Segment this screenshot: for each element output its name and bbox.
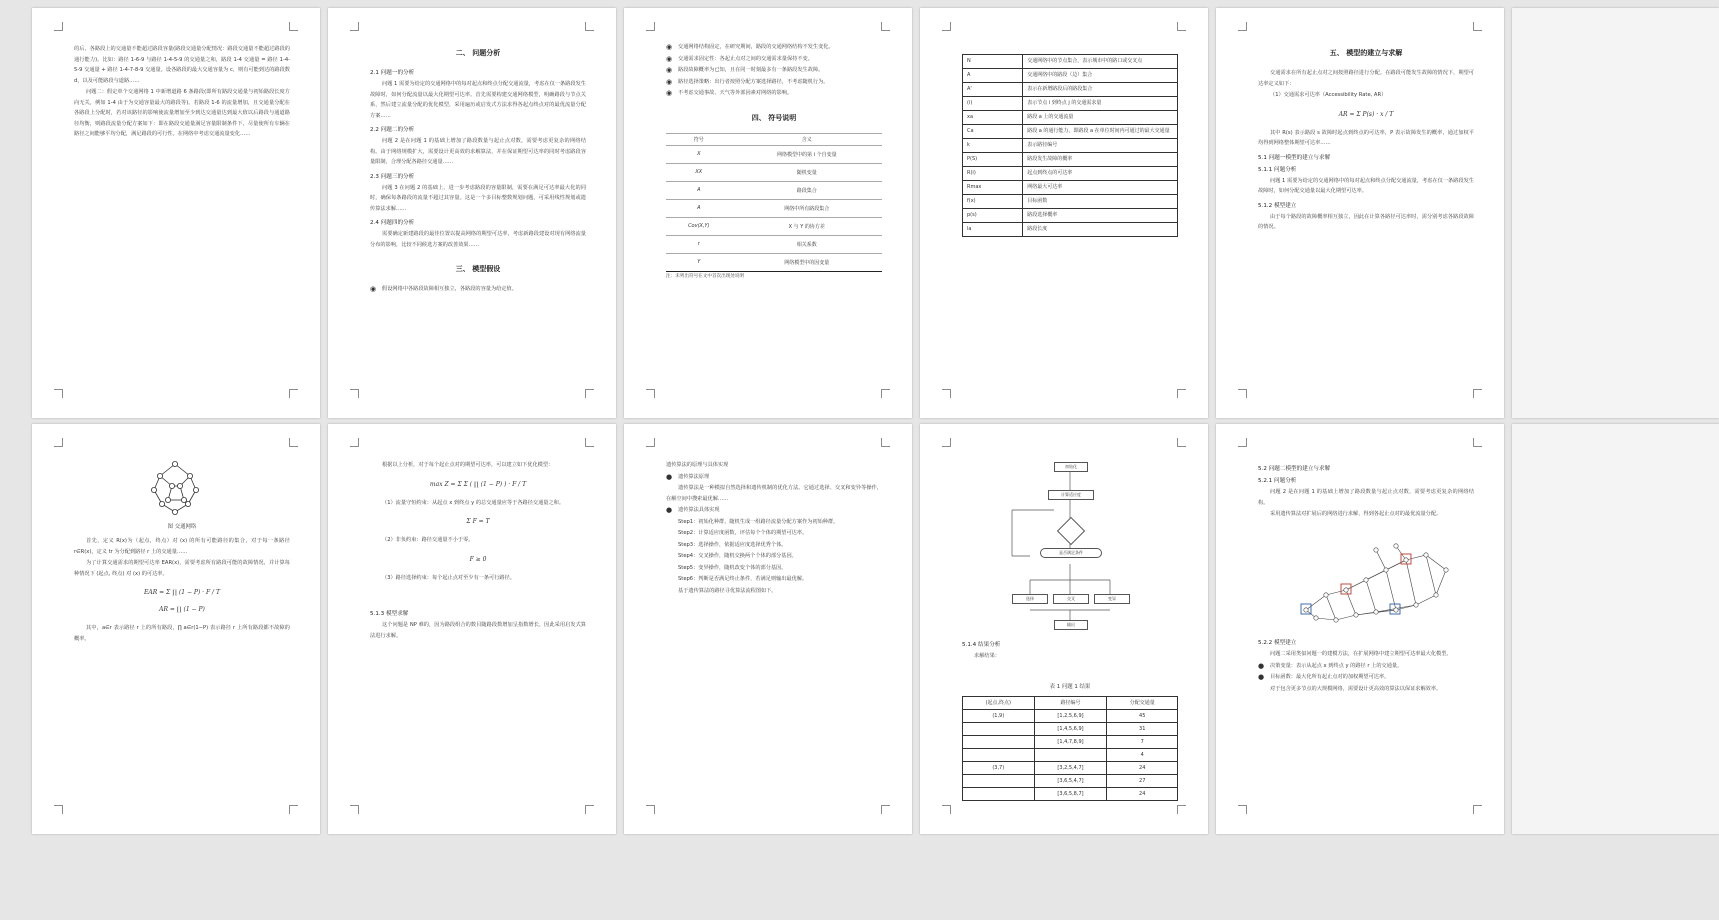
table-cell: (i) (963, 97, 1023, 111)
crop-mark (1473, 805, 1482, 814)
crop-mark (54, 389, 63, 398)
bullet-item: ● 遗传算法具体实现 (666, 505, 882, 516)
subsection-title: 5.1.2 模型建立 (1258, 202, 1297, 209)
paragraph: 遗传算法的原理与具体实现 (666, 462, 729, 468)
crop-mark (881, 389, 890, 398)
table-note: 注：未列出符号在文中首次出现处说明 (666, 273, 745, 279)
table-cell: 31 (1107, 722, 1178, 735)
table-cell: 7 (1107, 735, 1178, 748)
table-cell: 网络中所有路段集合 (732, 199, 882, 217)
table-cell: p(s) (963, 209, 1023, 223)
crop-mark (54, 22, 63, 31)
crop-mark (1177, 805, 1186, 814)
step-item: Step1：初始化种群，随机生成一组路径流量分配方案作为初始种群。 (678, 518, 839, 525)
subsection-title: 5.2.1 问题分析 (1258, 478, 1297, 484)
table-header: 路径编号 (1034, 696, 1107, 709)
table-cell: la (963, 223, 1023, 237)
table-cell: Rmax (963, 181, 1023, 195)
assumption-item: ◉ 交通需求固定性：各起止点对之间的交通需求量保持不变。 (666, 54, 882, 65)
paragraph: 遗传算法是一种模拟自然选择和遗传机制的优化方法。它通过选择、交叉和变异等操作，在解空间中搜索最优解…… (666, 485, 882, 502)
paragraph: 问题 2 是在问题 1 的基础上增加了路段数量与起止点对数，需要考虑更复杂的网络结构。 (1258, 489, 1474, 506)
table-cell: P(S) (963, 153, 1023, 167)
crop-mark (1238, 805, 1247, 814)
table-cell: Cov(X,Y) (666, 217, 732, 235)
crop-mark (1473, 22, 1482, 31)
document-page-9 (920, 424, 1208, 834)
crop-mark (881, 805, 890, 814)
document-page-5 (1216, 8, 1504, 418)
crop-mark (1473, 438, 1482, 447)
table-cell (963, 735, 1035, 748)
result-table (962, 696, 1178, 801)
table-cell: 路段选择概率 (1023, 209, 1178, 223)
table-cell: 交通网络中的节点集合，表示城市中的路口或交叉点 (1023, 55, 1178, 69)
flowchart-node: 初始化 (1054, 462, 1088, 472)
document-page-3 (624, 8, 912, 418)
flowchart-node: 计算适应度 (1048, 490, 1094, 500)
crop-mark (942, 389, 951, 398)
bullet-item: ● 遗传算法原理 (666, 472, 882, 483)
table-cell: 路段集合 (732, 181, 882, 199)
formula: AR = Σ P(s) · x / T (1338, 110, 1394, 118)
crop-mark (289, 805, 298, 814)
subsection-title: 5.1.3 模型求解 (370, 611, 409, 617)
flowchart-node: 交叉 (1053, 594, 1089, 604)
table-cell: 24 (1107, 761, 1178, 774)
table-caption: 表 1 问题 1 结果 (1049, 683, 1091, 690)
table-cell: 网络模型中的第 i 个自变量 (732, 145, 882, 163)
crop-mark (585, 805, 594, 814)
paragraph: 基于遗传算法的路径寻优算法流程图如下。 (678, 587, 777, 594)
paragraph: 问题 3 在问题 2 的基础上，进一步考虑路段的容量限制，需要在满足可达率最大化的同时，确保每条路段的流量不超过其容量。这是一个多目标整数规划问题，可采用线性规划或遗传算法求解…… (370, 184, 586, 212)
paragraph: 首先，定义 R(x)为（起点，终点）对 (x) 的所有可能路径的集合，对于每一条路径 r∈R(x)，定义 tr 为分配到路径 r 上的交通量…… (74, 538, 290, 555)
step-item: Step3：选择操作，依据适应度选择优秀个体。 (678, 541, 787, 548)
table-cell (1034, 748, 1107, 761)
document-page-10 (1216, 424, 1504, 834)
subsection-title: 2.2 问题二的分析 (370, 127, 415, 133)
table-cell: [1,4,5,6,9] (1034, 722, 1107, 735)
paragraph: 问题 2 是在问题 1 的基础上增加了路段数量与起止点对数，需要考虑更复杂的网络结构。由于网络规模扩大，需要设计更高效的求解算法，并在保证期望可达率的同时考虑路段容量限制，合理分配各路径交通量…… (370, 138, 586, 165)
crop-mark (646, 438, 655, 447)
crop-mark (1177, 22, 1186, 31)
crop-mark (881, 22, 890, 31)
crop-mark (646, 22, 655, 31)
paragraph: 为了计算交通需求的期望可达率 EAR(x)，需要考虑所有路段可能的故障情况，并计算每种情况下 (起点, 终点) 对 (x) 的可达率。 (74, 560, 290, 577)
section-title: 四、 符号说明 (751, 113, 797, 122)
crop-mark (942, 22, 951, 31)
table-cell: 4 (1107, 748, 1178, 761)
crop-mark (350, 389, 359, 398)
assumption-item: ◉ 路径选择策略：出行者按照分配方案选择路径，不考虑随机行为。 (666, 77, 882, 88)
table-cell: N (963, 55, 1023, 69)
document-page-partial (1512, 424, 1719, 834)
crop-mark (1238, 438, 1247, 447)
table-cell: 目标函数 (1023, 195, 1178, 209)
table-cell: 网络模型中的因变量 (732, 253, 882, 271)
table-cell: 表示节点 i 到终点 j 的交通需求量 (1023, 97, 1178, 111)
subsection-title: 2.3 问题三的分析 (370, 173, 415, 180)
crop-mark (1177, 389, 1186, 398)
table-cell: X (666, 145, 732, 163)
paragraph: 的后，各路段上的交通量不能超过路段容量(路段交通量分配情况：路段交通量不能超过路段的通行能力)。比如：路径 1-6-9 与路径 1-4-5-9 的交通量之和，路段 1-4 交通量 = 路径 1-4-5-9 交通量 + 路径 1-4-7-8-9 交通量。设各路段的最大交通容量为 c，则有可能到达的路段数 d，以及可能路段与道路…… (74, 46, 290, 84)
flowchart-node: 输出 (1054, 620, 1088, 630)
crop-mark (54, 805, 63, 814)
table-cell: [3,6,5,8,7] (1034, 787, 1107, 800)
table-cell: A (666, 199, 732, 217)
paragraph: 问题 1 需要为给定的交通网络中的每对起点和终点分配交通流量，考虑在仅一条路段发生故障时，如何分配流量以最大化期望可达率。首先需要构建交通网络模型，明确路段与节点关系，然后建立流量分配的优化模型，采用遍历或启发式方法求得各起点终点对的最优流量分配方案…… (370, 81, 586, 119)
paragraph: （1）流量守恒约束：从起点 x 到终点 y 的总交通量应等于各路径交通量之和。 (382, 499, 565, 506)
paragraph: 问题二采用类似问题一的建模方法，在扩展网络中建立期望可达率最大化模型。 (1270, 651, 1452, 657)
table-cell (963, 774, 1035, 787)
table-header: 含义 (732, 133, 882, 145)
table-cell: [3,6,5,4,7] (1034, 774, 1107, 787)
paragraph: 其中 R(s) 表示路段 s 故障时起点到终点的可达率，P 表示故障发生的概率，通过加权平均得到网络整体期望可达率…… (1258, 129, 1474, 146)
table-cell: 随机变量 (732, 163, 882, 181)
paragraph: （3）路径选择约束：每个起止点对至少有一条可行路径。 (382, 574, 515, 581)
table-header: 符号 (666, 133, 732, 145)
flowchart (1010, 460, 1130, 630)
large-network-figure (1286, 540, 1456, 630)
table-cell: 24 (1107, 787, 1178, 800)
bullet-item: ● 目标函数：最大化所有起止点对的加权期望可达率。 (1258, 672, 1474, 683)
crop-mark (289, 22, 298, 31)
step-item: Step2：计算适应度函数，评估每个个体的期望可达率。 (678, 530, 808, 536)
table-cell (963, 722, 1035, 735)
crop-mark (585, 438, 594, 447)
subsection-title: 5.1 问题一模型的建立与求解 (1258, 154, 1331, 161)
paragraph: 对于包含更多节点的大规模网络，需要设计更高效的算法以保证求解效率。 (1270, 685, 1442, 692)
table-header: (起点,终点) (963, 696, 1035, 709)
section-title: 五、 模型的建立与求解 (1329, 49, 1403, 57)
table-cell: A' (963, 83, 1023, 97)
assumption-item: ◉ 假设网络中各路段故障相互独立，各路段的容量为给定值。 (370, 284, 586, 295)
assumption-item: ◉ 不考虑交通事故、天气等外部因素对网络的影响。 (666, 88, 882, 99)
table-cell: X 与 Y 的协方差 (732, 217, 882, 235)
table-cell: 表示在新增路段后的路段集合 (1023, 83, 1178, 97)
table-cell: XX (666, 163, 732, 181)
paragraph: 其中，a∈r 表示路径 r 上的所有路段，∏ a∈r(1−P) 表示路径 r 上所有路段都不故障的概率。 (74, 625, 290, 642)
bullet-item: ● 决策变量：表示从起点 x 到终点 y 的路径 r 上的交通量。 (1258, 661, 1474, 672)
table-cell: f(x) (963, 195, 1023, 209)
step-item: Step4：交叉操作，随机交换两个个体的部分基因。 (678, 553, 797, 559)
table-cell: A (963, 69, 1023, 83)
document-page-4 (920, 8, 1208, 418)
paragraph: 采用遗传算法对扩展后的网络进行求解，得到各起止点对的最优流量分配。 (1270, 511, 1442, 517)
crop-mark (289, 389, 298, 398)
table-cell: 网络最大可达率 (1023, 181, 1178, 195)
table-cell: 表示路径编号 (1023, 139, 1178, 153)
network-figure (150, 460, 200, 516)
crop-mark (646, 389, 655, 398)
paragraph: 这个问题是 NP 难的，因为路段组合的数目随路段数增加呈指数增长，因此采用启发式算法进行求解。 (370, 622, 586, 639)
table-cell: k (963, 139, 1023, 153)
table-cell: [1,4,7,8,9] (1034, 735, 1107, 748)
subsection-title: 2.1 问题一的分析 (370, 70, 415, 76)
step-item: Step6：判断是否满足终止条件，若满足则输出最优解。 (678, 576, 808, 582)
crop-mark (585, 22, 594, 31)
paragraph: 由于每个路段的故障概率相互独立，因此在计算各路径可达率时，需分别考虑各路段故障的情况。 (1258, 213, 1474, 230)
crop-mark (585, 389, 594, 398)
table-cell: 路段长度 (1023, 223, 1178, 237)
paragraph: 需要确定新建路段的最佳位置以提高网络的期望可达率，考虑新路段建设对现有网络流量分布的影响，比较不同候选方案的改善效果…… (370, 231, 586, 248)
table-cell (963, 748, 1035, 761)
crop-mark (1473, 389, 1482, 398)
subsection-title: 2.4 问题四的分析 (370, 220, 415, 226)
formula: max Z = Σ Σ ( ∏ (1 − P) ) · F / T (429, 480, 527, 488)
formula: EAR = Σ ∏ (1 − P) · F / T (143, 589, 220, 596)
section-title: 二、 问题分析 (455, 49, 501, 57)
subsection-title: 5.1.4 结果分析 (962, 642, 1001, 648)
document-page-8 (624, 424, 912, 834)
paragraph: （2）非负约束：路径交通量不小于零。 (382, 537, 474, 543)
symbol-table (666, 133, 882, 272)
table-cell (963, 787, 1035, 800)
table-cell: (1,9) (963, 709, 1035, 722)
paragraph: （1）交通需求可达率（Accessibility Rate, AR） (1270, 92, 1387, 98)
figure-caption: 图 交通网络 (167, 524, 197, 530)
formula: F ≥ 0 (469, 555, 487, 563)
crop-mark (1238, 22, 1247, 31)
paragraph: 问题二：假定单个交通网络 1 中新增道路 6 条路段(即所有路段交通量与初始路段长度方向无关，例如 1-4 由于为交通容量最大的路段等)。若路段 1-6 的流量增加，且交通量分配在各路段上分配时，若对该路径的影响使流量增加至少到达交通量达到最大值以后路段与通道路径均衡，则路段流量分配方案如下：即在路段交通量满足容量限制条件下，尽量使所有车辆在路径之间能够平均分配，满足路段的可行性。在网络中考虑交通流量变化…… (74, 89, 290, 137)
table-cell: r (666, 235, 732, 253)
table-cell: Ca (963, 125, 1023, 139)
paragraph: 交通需求在所有起止点对之间按照路径进行分配。在路段可能发生故障的情况下，期望可达率定义如下： (1258, 70, 1474, 87)
crop-mark (942, 805, 951, 814)
crop-mark (350, 22, 359, 31)
document-page-6 (32, 424, 320, 834)
table-cell: (3,7) (963, 761, 1035, 774)
crop-mark (646, 805, 655, 814)
crop-mark (350, 438, 359, 447)
document-page-partial (1512, 8, 1719, 418)
step-item: Step5：变异操作，随机改变个体的部分基因。 (678, 564, 787, 571)
table-cell: 路段发生故障的概率 (1023, 153, 1178, 167)
crop-mark (942, 438, 951, 447)
formula: Σ F = T (466, 518, 490, 525)
table-cell: 路段 a 上的交通流量 (1023, 111, 1178, 125)
table-cell: [3,2,5,4,7] (1034, 761, 1107, 774)
flowchart-node: 变异 (1094, 594, 1130, 604)
table-cell: 45 (1107, 709, 1178, 722)
document-page-1 (32, 8, 320, 418)
crop-mark (1177, 438, 1186, 447)
flowchart-node: 是否满足条件 (1040, 548, 1102, 558)
table-header: 分配交通量 (1107, 696, 1178, 709)
document-page-2 (328, 8, 616, 418)
table-cell: Y (666, 253, 732, 271)
paragraph: 根据以上分析，对于每个起止点对的期望可达率，可以建立如下优化模型： (382, 462, 554, 468)
subsection-title: 5.2.2 模型建立 (1258, 640, 1297, 646)
table-cell: 交通网络中的路段（边）集合 (1023, 69, 1178, 83)
flowchart-node: 选择 (1012, 594, 1048, 604)
crop-mark (1238, 389, 1247, 398)
formula: AR = ∏ (1 − P) (159, 606, 205, 613)
subsection-title: 5.1.1 问题分析 (1258, 166, 1297, 173)
paragraph: 求解结果： (974, 653, 1000, 659)
subsection-title: 5.2 问题二模型的建立与求解 (1258, 466, 1331, 472)
section-title: 三、 模型假设 (455, 265, 501, 273)
crop-mark (289, 438, 298, 447)
crop-mark (350, 805, 359, 814)
table-cell: 相关系数 (732, 235, 882, 253)
document-page-7 (328, 424, 616, 834)
table-cell: A (666, 181, 732, 199)
table-cell: 27 (1107, 774, 1178, 787)
table-cell: 路段 a 的通行能力，即路段 a 在单位时间内可通过的最大交通量 (1023, 125, 1178, 139)
table-cell: xa (963, 111, 1023, 125)
crop-mark (54, 438, 63, 447)
table-cell: 起点到终点的可达率 (1023, 167, 1178, 181)
assumption-item: ◉ 交通网络结构固定，在研究期间，路段的交通网络结构不发生变化。 (666, 42, 882, 53)
paragraph: 问题 1 需要为给定的交通网络中的每对起点和终点分配交通流量，考虑在仅一条路段发生故障时，如何分配交通量以最大化期望可达率。 (1258, 177, 1474, 194)
symbol-table (962, 54, 1178, 237)
table-cell: [1,2,5,6,9] (1034, 709, 1107, 722)
table-cell: R(i) (963, 167, 1023, 181)
crop-mark (881, 438, 890, 447)
assumption-item: ◉ 路段故障概率为已知，且在同一时刻最多有一条路段发生故障。 (666, 65, 882, 76)
